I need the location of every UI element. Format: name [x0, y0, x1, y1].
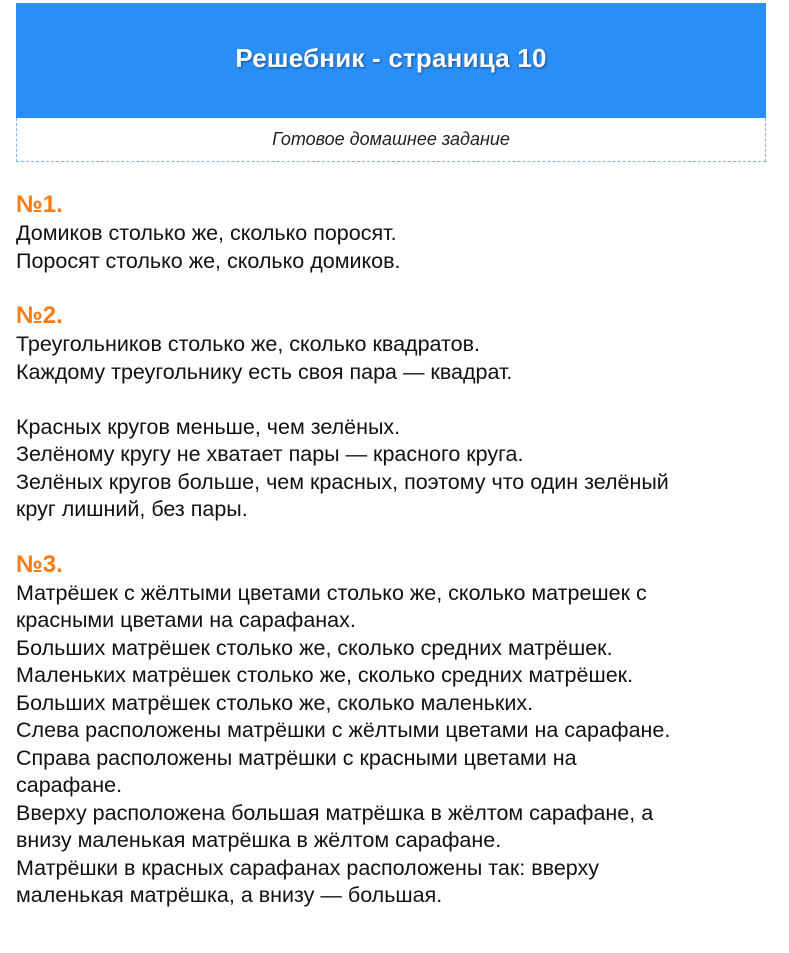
- task-3-line: Больших матрёшек столько же, сколько маленьких.: [16, 690, 534, 715]
- page-title: Решебник - страница 10: [235, 43, 547, 73]
- page-subtitle: Готовое домашнее задание: [272, 129, 510, 149]
- task-3-line: Матрёшки в красных сарафанах расположены так: вверху: [16, 855, 599, 880]
- task-3-line: красными цветами на сарафанах.: [16, 608, 356, 632]
- paragraph-spacer: [16, 386, 776, 414]
- task-2-line: Треугольников столько же, сколько квадратов.: [16, 332, 480, 356]
- task-3-line: Вверху расположена большая матрёшка в жёлтом сарафане, а: [16, 800, 654, 825]
- task-1-line: Поросят столько же, сколько домиков.: [16, 248, 401, 273]
- task-1-line: Домиков столько же, сколько поросят.: [16, 221, 397, 245]
- task-3-line: Больших матрёшек столько же, сколько средних матрёшек.: [16, 635, 613, 660]
- task-3-line: маленькая матрёшка, а внизу — большая.: [16, 883, 443, 907]
- task-3: [16, 550, 776, 910]
- page-header: [16, 3, 766, 162]
- task-1-number: №1.: [16, 191, 63, 218]
- task-3-line: внизу маленькая матрёшка в жёлтом сарафане.: [16, 828, 502, 852]
- task-3-number: №3.: [16, 550, 63, 578]
- task-2-line: круг лишний, без пары.: [16, 497, 248, 521]
- task-2-line: Зелёных кругов больше, чем красных, поэтому что один зелёный: [16, 469, 669, 494]
- task-2-number: №2.: [16, 302, 63, 329]
- task-2-line: Каждому треугольнику есть своя пара — квадрат.: [16, 359, 513, 384]
- task-1: [16, 190, 776, 275]
- solution-content: [16, 190, 776, 936]
- header-title-banner: [16, 3, 766, 118]
- task-3-line: Слева расположены матрёшки с жёлтыми цветами на сарафане.: [16, 718, 671, 742]
- task-3-line: Маленьких матрёшек столько же, сколько средних матрёшек.: [16, 663, 634, 687]
- header-subtitle-banner: [16, 118, 766, 162]
- task-2: [16, 301, 776, 524]
- task-2-line: Зелёному кругу не хватает пары — красного круга.: [16, 442, 524, 466]
- task-3-line: Справа расположены матрёшки с красными цветами на: [16, 745, 577, 770]
- task-2-line: Красных кругов меньше, чем зелёных.: [16, 414, 401, 439]
- task-3-line: сарафане.: [16, 773, 123, 797]
- task-3-line: Матрёшек с жёлтыми цветами столько же, сколько матрешек с: [16, 580, 647, 605]
